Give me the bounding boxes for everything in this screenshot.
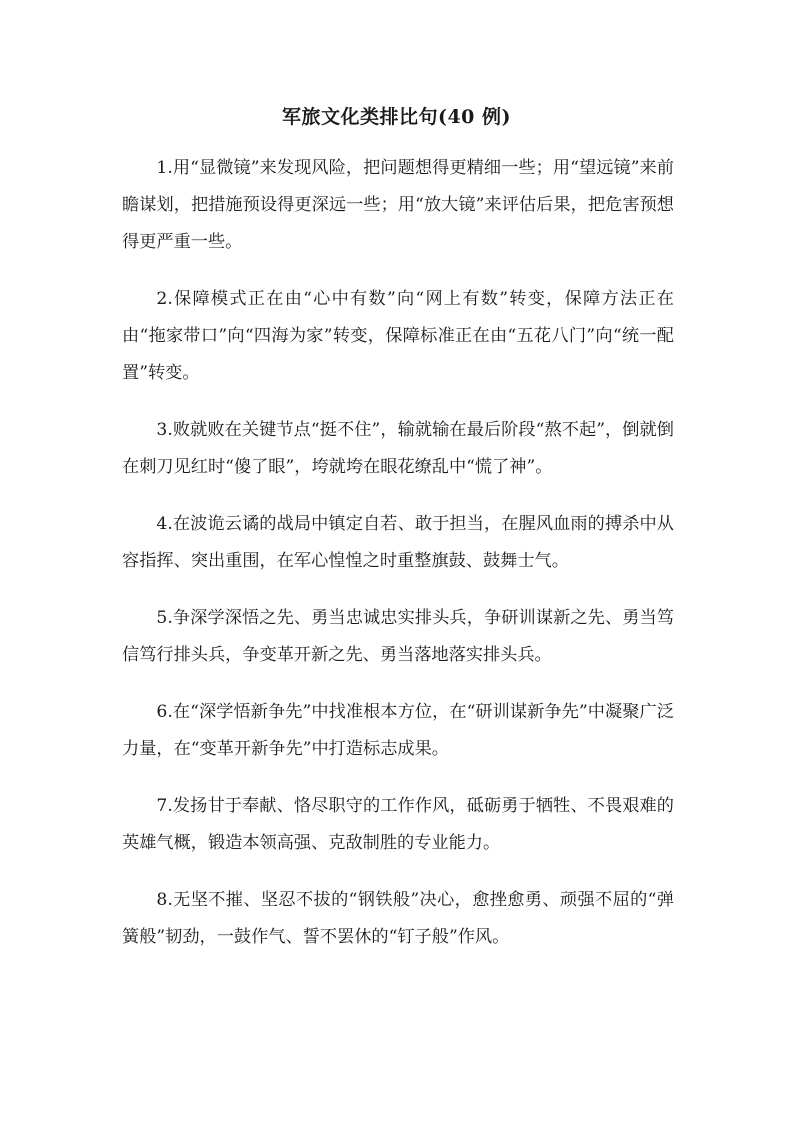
paragraph-2: 2.保障模式正在由“心中有数”向“网上有数”转变，保障方法正在由“拖家带口”向“四海为家”转变，保障标准正在由“五花八门”向“统一配置”转变。 xyxy=(122,289,674,383)
paragraph-5: 5.争深学深悟之先、勇当忠诚忠实排头兵，争研训谋新之先、勇当笃信笃行排头兵，争变革开新之先、勇当落地落实排头兵。 xyxy=(122,608,674,665)
paragraph-4: 4.在波诡云谲的战局中镇定自若、敢于担当，在腥风血雨的搏杀中从容指挥、突出重围，在军心惶惶之时重整旗鼓、鼓舞士气。 xyxy=(122,514,674,571)
paragraph-7: 7.发扬甘于奉献、恪尽职守的工作作风，砥砺勇于牺牲、不畏艰难的英雄气概，锻造本领高强、克敌制胜的专业能力。 xyxy=(122,796,674,853)
document-title: 军旅文化类排比句(40 例) xyxy=(281,106,512,128)
paragraph-8: 8.无坚不摧、坚忍不拔的“钢铁般”决心，愈挫愈勇、顽强不屈的“弹簧般”韧劲，一鼓作气、誓不罢休的“钉子般”作风。 xyxy=(122,890,674,947)
paragraph-3: 3.败就败在关键节点“挺不住”，输就输在最后阶段“熬不起”，倒就倒在刺刀见红时“傻了眼”，垮就垮在眼花缭乱中“慌了神”。 xyxy=(122,420,674,477)
paragraph-6: 6.在“深学悟新争先”中找准根本方位，在“研训谋新争先”中凝聚广泛力量，在“变革开新争先”中打造标志成果。 xyxy=(122,702,674,759)
paragraph-1: 1.用“显微镜”来发现风险，把问题想得更精细一些；用“望远镜”来前瞻谋划，把措施预设得更深远一些；用“放大镜”来评估后果，把危害预想得更严重一些。 xyxy=(122,158,674,252)
document-body xyxy=(122,150,674,976)
